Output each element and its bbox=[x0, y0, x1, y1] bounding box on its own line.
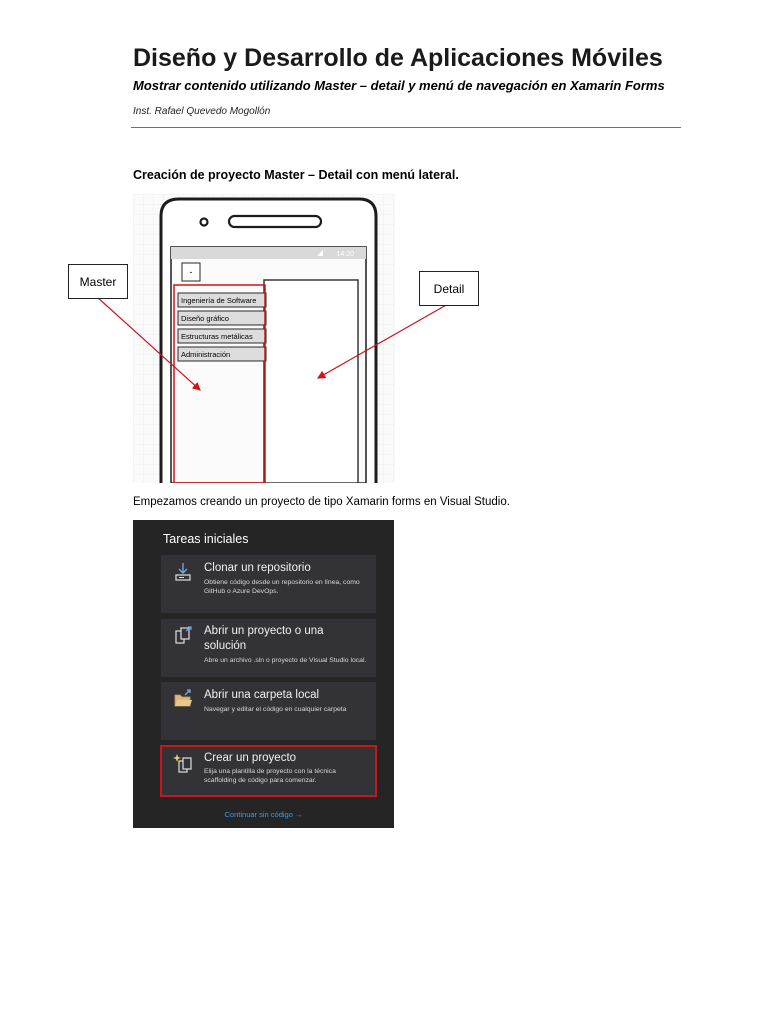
clone-repository-card[interactable] bbox=[161, 555, 376, 613]
master-arrow bbox=[97, 297, 200, 390]
open-folder-title: Abrir una carpeta local bbox=[204, 689, 320, 701]
body-paragraph: Empezamos creando un proyecto de tipo Xamarin forms en Visual Studio. bbox=[133, 496, 510, 508]
vs-start-window bbox=[133, 520, 394, 828]
create-project-desc: Elija una plantilla de proyecto con la técnica scaffolding de código para comenzar. bbox=[204, 768, 336, 784]
detail-callout: Detail bbox=[419, 271, 479, 306]
open-project-desc: Abre un archivo .sln o proyecto de Visual Studio local. bbox=[204, 657, 367, 664]
open-folder-icon bbox=[173, 689, 193, 709]
open-project-title: Abrir un proyecto o una solución bbox=[204, 625, 324, 652]
open-project-icon bbox=[173, 626, 193, 646]
vs-start-title: Tareas iniciales bbox=[163, 532, 249, 546]
clone-repository-desc: Obtiene código desde un repositorio en línea, como GitHub o Azure DevOps. bbox=[204, 579, 360, 595]
menu-item-label: Ingeniería de Software bbox=[181, 296, 257, 305]
continue-without-code-link[interactable]: Continuar sin código → bbox=[224, 810, 303, 819]
master-callout: Master bbox=[68, 264, 128, 299]
hamburger-button-label: - bbox=[189, 267, 193, 277]
open-project-card[interactable] bbox=[161, 619, 376, 677]
document-subtitle: Mostrar contenido utilizando Master – detail y menú de navegación en Xamarin Forms bbox=[133, 78, 665, 93]
menu-item-label: Estructuras metálicas bbox=[181, 332, 253, 341]
create-project-title: Crear un proyecto bbox=[204, 752, 297, 764]
create-project-card[interactable] bbox=[161, 746, 376, 796]
section-heading: Creación de proyecto Master – Detail con menú lateral. bbox=[133, 168, 459, 182]
document-author: Inst. Rafael Quevedo Mogollón bbox=[133, 106, 271, 117]
menu-item-label: Diseño gráfico bbox=[181, 314, 229, 323]
open-folder-desc: Navegar y editar el código en cualquier carpeta bbox=[204, 706, 347, 713]
document-title: Diseño y Desarrollo de Aplicaciones Móviles bbox=[133, 44, 663, 72]
detail-arrow bbox=[318, 304, 448, 378]
clone-repository-title: Clonar un repositorio bbox=[204, 562, 311, 574]
new-project-icon bbox=[173, 753, 193, 773]
status-time: 14:20 bbox=[336, 251, 354, 258]
clone-icon bbox=[173, 562, 193, 582]
menu-item-label: Administración bbox=[181, 350, 231, 359]
open-folder-card[interactable] bbox=[161, 682, 376, 740]
